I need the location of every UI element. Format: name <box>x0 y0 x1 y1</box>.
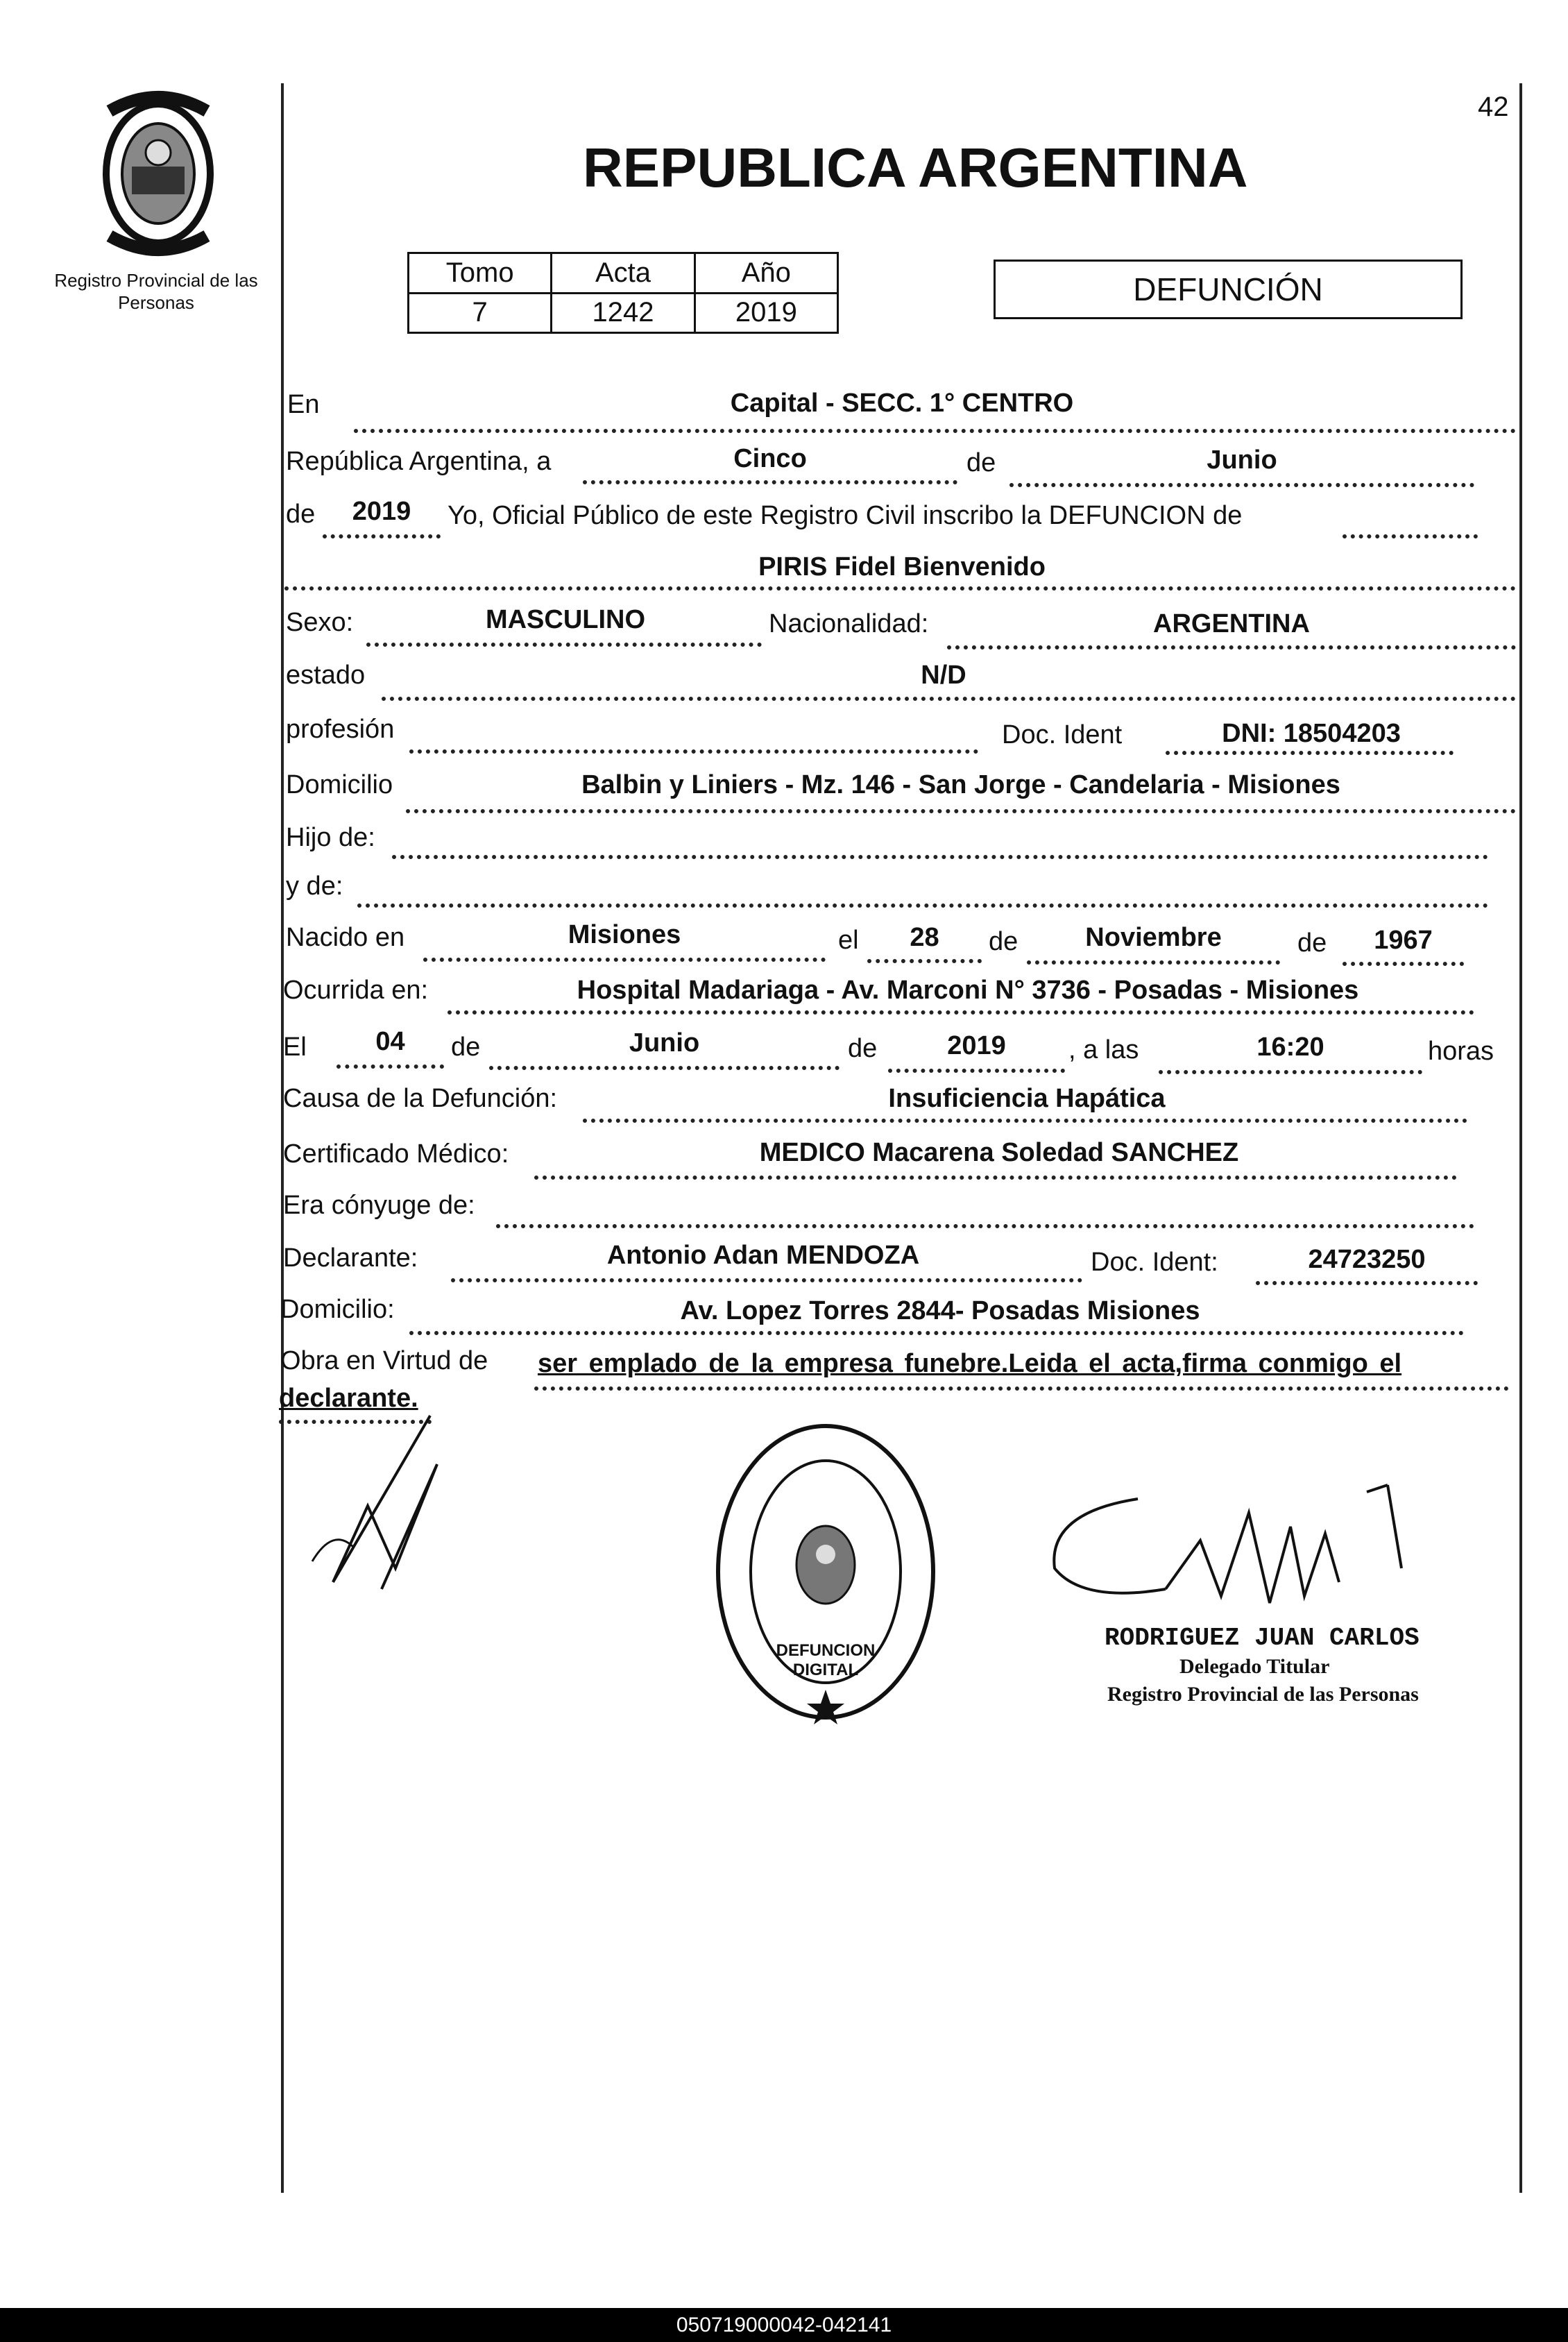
document-type-box <box>994 260 1463 319</box>
hijo-de-line <box>392 855 1488 859</box>
estado-label: estado <box>286 661 366 690</box>
certificado-value: MEDICO Macarena Soledad SANCHEZ <box>759 1138 1239 1167</box>
death-day-line <box>336 1064 444 1069</box>
official-office: Registro Provincial de las Personas <box>1107 1683 1419 1706</box>
obra-value-2: declarante. <box>279 1384 418 1413</box>
table-header-acta: Acta <box>552 253 694 294</box>
page-title: REPUBLICA ARGENTINA <box>583 137 1248 198</box>
death-time-line <box>1159 1070 1422 1074</box>
obra-line-1 <box>534 1386 1509 1391</box>
en-value: Capital - SECC. 1° CENTRO <box>730 389 1074 418</box>
table-header-tomo: Tomo <box>409 253 552 294</box>
sexo-line <box>366 643 762 647</box>
doc-ident-line <box>1166 751 1454 755</box>
birth-day-value: 28 <box>910 923 939 952</box>
en-line <box>354 429 1516 433</box>
birth-month-value: Noviembre <box>1085 923 1222 952</box>
official-stamp <box>711 1419 940 1724</box>
month-value: Junio <box>1207 446 1277 475</box>
nacido-line <box>423 958 826 962</box>
nacionalidad-value: ARGENTINA <box>1153 609 1310 638</box>
footer-code: 050719000042-042141 <box>676 2313 892 2336</box>
obra-value-1: ser emplado de la empresa funebre.Leida el acta,firma conmigo el <box>538 1349 1402 1378</box>
y-de-label: y de: <box>286 872 343 901</box>
estado-line <box>382 697 1516 701</box>
provincial-emblem-icon <box>82 90 235 257</box>
de-label-5: de <box>451 1033 481 1062</box>
doc-ident-label: Doc. Ident <box>1002 720 1123 749</box>
el-label: el <box>838 926 859 955</box>
year-value: 2019 <box>352 497 411 526</box>
declarante-line <box>451 1278 1082 1282</box>
doc-ident-value: DNI: 18504203 <box>1222 719 1401 748</box>
nacionalidad-line <box>947 645 1516 650</box>
domicilio-value: Balbin y Liniers - Mz. 146 - San Jorge - Candelaria - Misiones <box>581 770 1340 799</box>
reference-table <box>407 252 839 334</box>
conyuge-line <box>496 1224 1474 1228</box>
death-month-value: Junio <box>629 1028 700 1058</box>
de-label-2: de <box>286 500 316 529</box>
table-cell-acta: 1242 <box>552 293 694 333</box>
year-line <box>323 534 441 538</box>
domicilio-line-2 <box>409 1331 1464 1335</box>
domicilio-line <box>406 809 1516 813</box>
table-cell-ano: 2019 <box>694 293 837 333</box>
declarante-doc-line <box>1256 1281 1478 1285</box>
yo-text: Yo, Oficial Público de este Registro Civil inscribo la DEFUNCION de <box>448 501 1243 530</box>
ocurrida-line <box>448 1010 1474 1015</box>
domicilio-label: Domicilio <box>286 770 393 799</box>
obra-label: Obra en Virtud de <box>280 1346 488 1375</box>
domicilio-label-2: Domicilio: <box>280 1295 395 1324</box>
republica-label: República Argentina, a <box>286 447 552 476</box>
en-label: En <box>287 390 320 419</box>
declarante-value: Antonio Adan MENDOZA <box>606 1241 920 1270</box>
domicilio-value-2: Av. Lopez Torres 2844- Posadas Misiones <box>680 1296 1200 1325</box>
causa-label: Causa de la Defunción: <box>283 1084 558 1113</box>
conyuge-label: Era cónyuge de: <box>283 1191 475 1220</box>
nacido-value: Misiones <box>568 920 681 949</box>
horas-label: horas <box>1428 1037 1494 1066</box>
death-month-line <box>489 1066 840 1070</box>
birth-day-line <box>867 959 982 963</box>
certificado-label: Certificado Médico: <box>283 1139 509 1169</box>
de-label-3: de <box>989 927 1019 956</box>
ocurrida-value: Hospital Madariaga - Av. Marconi N° 3736 - Posadas - Misiones <box>577 976 1359 1005</box>
a-las-label: , a las <box>1068 1035 1139 1064</box>
certificado-line <box>534 1176 1457 1180</box>
profesion-line <box>409 749 978 754</box>
table-header-ano: Año <box>694 253 837 294</box>
official-name: RODRIGUEZ JUAN CARLOS <box>1105 1624 1420 1652</box>
de-label-6: de <box>848 1034 878 1063</box>
hijo-de-label: Hijo de: <box>286 823 375 852</box>
stamp-inner-text: DEFUNCION DIGITAL <box>776 1641 876 1679</box>
page-number: 42 <box>1478 92 1509 122</box>
ocurrida-label: Ocurrida en: <box>283 976 429 1005</box>
y-de-line <box>357 903 1488 908</box>
death-time-value: 16:20 <box>1256 1033 1324 1062</box>
yo-line <box>1343 534 1478 538</box>
death-year-line <box>888 1069 1065 1073</box>
declarante-label: Declarante: <box>283 1244 418 1273</box>
death-day-value: 04 <box>375 1027 405 1056</box>
causa-line <box>583 1119 1467 1123</box>
right-margin-line <box>1519 83 1522 2193</box>
footer-bar <box>0 2308 1568 2342</box>
day-line <box>583 480 957 484</box>
estado-value: N/D <box>921 661 966 690</box>
official-role: Delegado Titular <box>1179 1655 1330 1678</box>
sexo-label: Sexo: <box>286 608 354 637</box>
el-label-2: El <box>283 1033 307 1062</box>
doc-ident-label-2: Doc. Ident: <box>1091 1248 1218 1277</box>
de-label-1: de <box>966 448 996 477</box>
document-type-label: DEFUNCIÓN <box>1133 271 1323 307</box>
day-written-value: Cinco <box>733 444 807 473</box>
name-line <box>284 586 1516 591</box>
declarant-signature <box>291 1402 458 1596</box>
sexo-value: MASCULINO <box>485 605 646 634</box>
birth-year-line <box>1343 962 1464 966</box>
birth-year-value: 1967 <box>1374 926 1433 955</box>
left-margin-line <box>281 83 284 2193</box>
official-signature <box>1041 1471 1471 1631</box>
causa-value: Insuficiencia Hapática <box>888 1084 1166 1113</box>
month-line <box>1009 483 1474 487</box>
de-label-4: de <box>1297 928 1327 958</box>
profesion-label: profesión <box>286 715 395 744</box>
deceased-name: PIRIS Fidel Bienvenido <box>758 552 1046 582</box>
birth-month-line <box>1027 960 1280 965</box>
death-year-value: 2019 <box>947 1031 1006 1060</box>
nacionalidad-label: Nacionalidad: <box>769 609 929 638</box>
table-cell-tomo: 7 <box>409 293 552 333</box>
registry-label: Registro Provincial de las Personas <box>54 270 258 313</box>
nacido-label: Nacido en <box>286 923 405 952</box>
declarante-doc-value: 24723250 <box>1308 1245 1426 1274</box>
